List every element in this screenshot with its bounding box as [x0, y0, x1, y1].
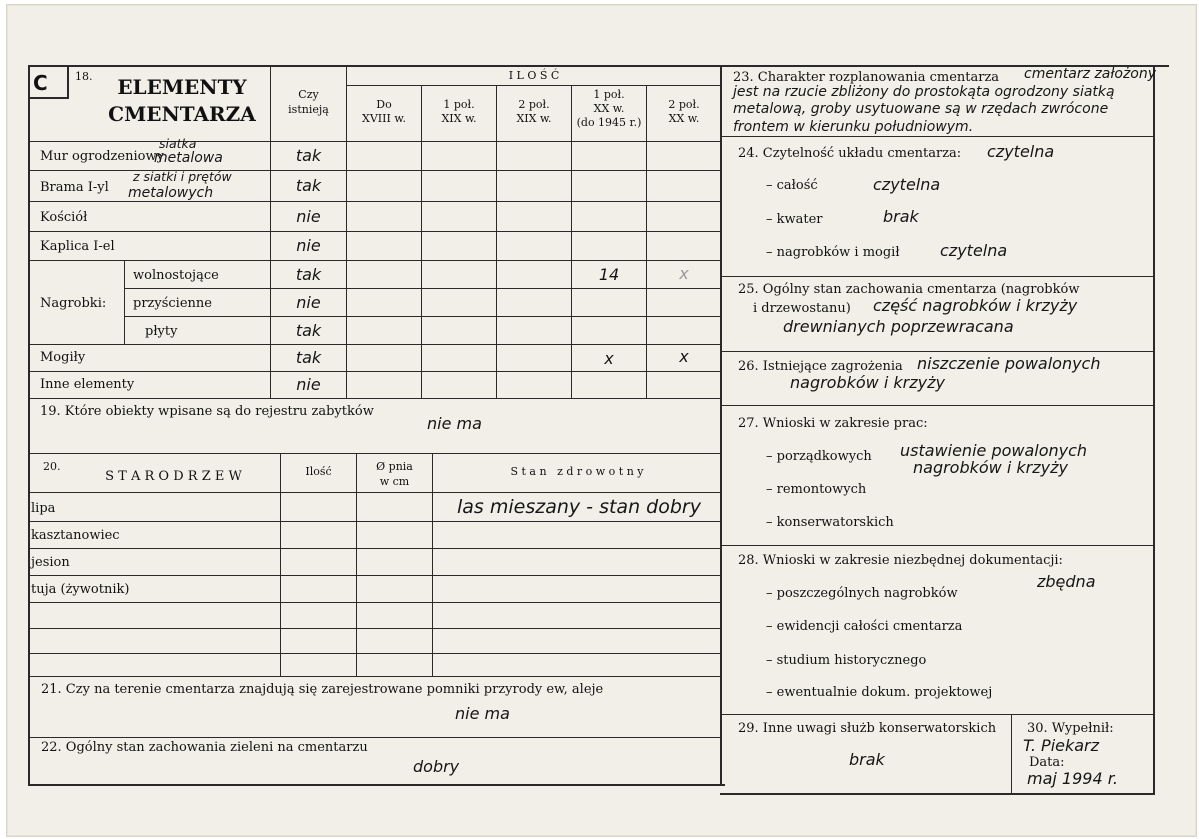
frame-bottom-left	[28, 784, 725, 786]
q28-label: 28. Wnioski w zakresie niezbędnej dokumentacji:	[738, 553, 1063, 568]
q24-answer: czytelna	[987, 142, 1055, 161]
q21-answer: nie ma	[455, 704, 510, 723]
frame-middle	[720, 65, 722, 786]
q28-item-4: – ewentualnie dokum. projektowej	[766, 685, 993, 700]
q30-label: 30. Wypełnił:	[1027, 721, 1114, 736]
q27-item-porzadkowych: – porządkowych	[766, 449, 872, 464]
q20-col-stan: S t a n z d r o w o t n y	[510, 465, 644, 478]
row-label-nagrobki: Nagrobki:	[40, 296, 107, 311]
period-2-l1: 1 poł.	[443, 98, 475, 111]
period-4-l3: (do 1945 r.)	[576, 116, 642, 129]
row-note-mur-l1: siatka	[159, 136, 197, 151]
frame-bottom-right	[720, 793, 1155, 795]
exists-mur: tak	[295, 146, 322, 165]
period-4-l2: XX w.	[593, 102, 625, 115]
row-note-brama-l1: z siatki i prętów	[133, 169, 232, 184]
q22-label: 22. Ogólny stan zachowania zieleni na cmentarzu	[41, 740, 368, 755]
tree-lipa: lipa	[31, 501, 56, 516]
col-exists-l2: istnieją	[288, 103, 329, 116]
q28-item-1: – poszczególnych nagrobków	[766, 586, 958, 601]
q20-number: 20.	[43, 460, 61, 473]
period-1-l1: Do	[376, 98, 392, 111]
q21-label: 21. Czy na terenie cmentarza znajdują się zarejestrowane pomniki przyrody ew, aleje	[41, 682, 604, 697]
q30-name: T. Piekarz	[1023, 736, 1100, 755]
q27-item-remontowych: – remontowych	[766, 482, 867, 497]
q24-item-kwater-answer: brak	[883, 207, 919, 226]
q23-answer-l1: cmentarz założony	[1024, 66, 1157, 82]
row-label-mur: Mur ogrodzeniowy	[40, 149, 164, 164]
q20-col-pnia-l2: w cm	[379, 475, 410, 488]
q27-item-konserwatorskich: – konserwatorskich	[766, 515, 894, 530]
form-sheet	[6, 4, 1197, 837]
exists-kosciol: nie	[296, 207, 321, 226]
q24-item-calosc: – całość	[766, 178, 818, 193]
period-5-l2: XX w.	[668, 112, 700, 125]
q29-answer: brak	[849, 750, 885, 769]
q26-answer-l2: nagrobków i krzyży	[790, 373, 945, 392]
count-mogily-2pol: x	[679, 347, 689, 366]
q30-date-label: Data:	[1029, 755, 1065, 770]
period-3-l1: 2 poł.	[518, 98, 550, 111]
q20-title: S T A R O D R Z E W	[105, 469, 242, 484]
exists-brama: tak	[295, 176, 322, 195]
exists-przyscienne: nie	[296, 293, 321, 312]
exists-kaplica: nie	[296, 236, 321, 255]
row-label-kaplica: Kaplica I-el	[40, 239, 115, 254]
exists-mogily: tak	[295, 348, 322, 367]
period-5-l1: 2 poł.	[668, 98, 700, 111]
q23-answer-l2: jest na rzucie zbliżony do prostokąta ogrodzony siatką	[733, 84, 1115, 100]
q30-date: maj 1994 r.	[1027, 769, 1118, 788]
q24-item-nagrobkow: – nagrobków i mogił	[766, 245, 900, 260]
row-note-mur-l2: metalowa	[154, 150, 223, 166]
q24-item-kwater: – kwater	[766, 212, 823, 227]
section-title-line1: ELEMENTY	[117, 75, 247, 99]
q27-label: 27. Wnioski w zakresie prac:	[738, 416, 928, 431]
period-2-l2: XIX w.	[441, 112, 477, 125]
q28-item-2: – ewidencji całości cmentarza	[766, 619, 963, 634]
exists-plyty: tak	[295, 321, 322, 340]
q24-item-calosc-answer: czytelna	[873, 175, 941, 194]
q25-label-l1: 25. Ogólny stan zachowania cmentarza (nagrobków	[738, 282, 1080, 297]
row-label-kosciol: Kościół	[40, 210, 88, 225]
row-note-brama-l2: metalowych	[128, 185, 214, 201]
period-3-l2: XIX w.	[516, 112, 552, 125]
q26-answer-l1: niszczenie powalonych	[917, 354, 1101, 373]
q24-item-nagrobkow-answer: czytelna	[940, 241, 1008, 260]
exists-inne: nie	[296, 375, 321, 394]
q25-answer-l2: drewnianych poprzewracana	[783, 317, 1014, 336]
q24-label: 24. Czytelność układu cmentarza:	[738, 146, 962, 161]
frame-right	[1153, 65, 1155, 795]
tree-jesion: jesion	[31, 555, 70, 570]
row-label-plyty: płyty	[145, 324, 178, 339]
count-mogily-1945: x	[604, 349, 614, 368]
q19-label: 19. Które obiekty wpisane są do rejestru zabytków	[40, 404, 374, 419]
exists-wolnostojace: tak	[295, 265, 322, 284]
q23-label: 23. Charakter rozplanowania cmentarza	[733, 70, 1000, 85]
count-wolnostojace-1945: 14	[598, 265, 620, 284]
q19-answer: nie ma	[427, 414, 482, 433]
tree-tuja: tuja (żywotnik)	[31, 582, 130, 597]
q27-item-porzadkowych-answer-l2: nagrobków i krzyży	[913, 458, 1068, 477]
frame-top	[28, 65, 1169, 67]
count-wolnostojace-2pol: x	[679, 264, 689, 283]
q20-col-ilosc: Ilość	[305, 465, 332, 478]
section-letter: C	[33, 71, 48, 95]
row-label-przyscienne: przyścienne	[133, 296, 212, 311]
q23-answer-l4: frontem w kierunku południowym.	[733, 119, 974, 135]
frame-left	[28, 65, 30, 786]
field-number-18: 18.	[75, 70, 93, 83]
q29-label: 29. Inne uwagi służb konserwatorskich	[738, 721, 997, 736]
col-exists-l1: Czy	[298, 88, 319, 101]
row-label-mogily: Mogiły	[40, 350, 86, 365]
q28-answer: zbędna	[1037, 572, 1096, 591]
row-label-inne: Inne elementy	[40, 377, 135, 392]
q28-item-3: – studium historycznego	[766, 653, 927, 668]
period-4-l1: 1 poł.	[593, 88, 625, 101]
q25-label-l2: i drzewostanu)	[753, 301, 851, 316]
row-label-wolnostojace: wolnostojące	[133, 268, 219, 283]
q23-answer-l3: metalową, groby usytuowane są w rzędach zwrócone	[733, 101, 1109, 117]
ilosc-header: I L O Ś Ć	[508, 69, 560, 82]
row-label-brama: Brama I-yl	[40, 180, 109, 195]
q25-answer-l1: część nagrobków i krzyży	[873, 296, 1078, 315]
period-1-l2: XVIII w.	[362, 112, 406, 125]
q26-label: 26. Istniejące zagrożenia	[738, 359, 903, 374]
q22-answer: dobry	[413, 757, 460, 776]
tree-kasztanowiec: kasztanowiec	[31, 528, 120, 543]
q27-item-porzadkowych-answer-l1: ustawienie powalonych	[900, 441, 1088, 460]
q20-stan-answer: las mieszany - stan dobry	[457, 496, 701, 518]
q20-col-pnia-l1: Ø pnia	[376, 460, 413, 473]
section-title-line2: CMENTARZA	[108, 102, 256, 126]
